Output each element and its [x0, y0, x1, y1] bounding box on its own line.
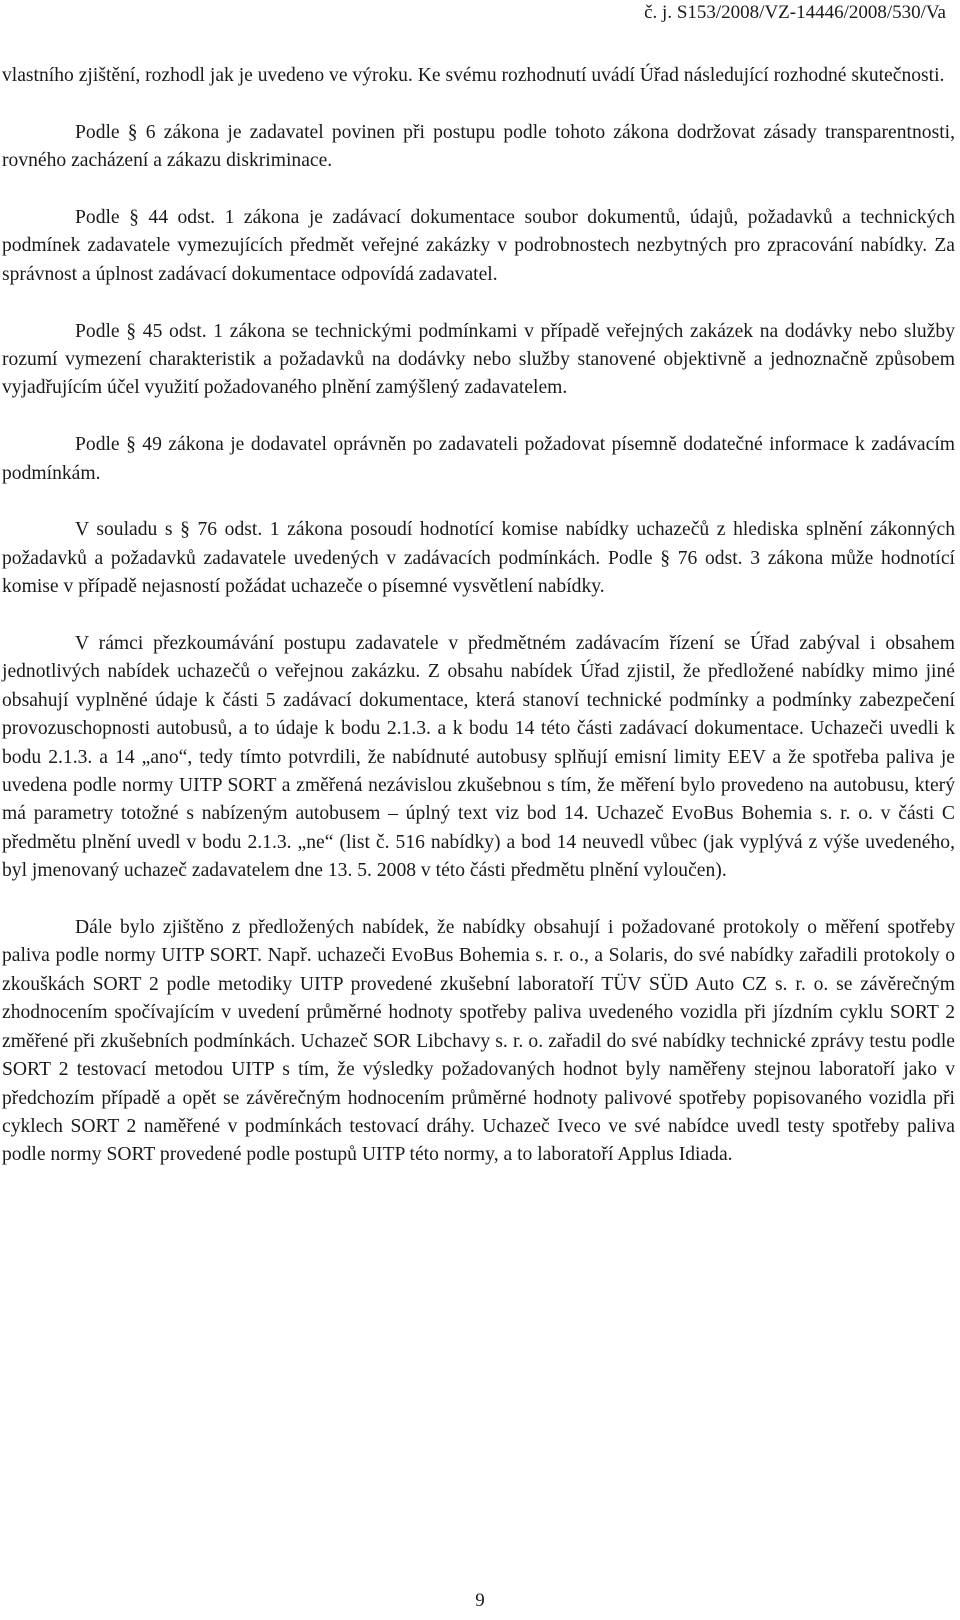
- page-number: 9: [475, 1590, 485, 1611]
- paragraph-fuel-protocols: Dále bylo zjištěno z předložených nabídek, že nabídky obsahují i požadované protokoly o měření spotřeby paliva podle normy UITP SORT. Např. uchazeči EvoBus Bohemia s. r. o., a Solaris, do své nabídky zařadili protokoly o zkouškách SORT 2 podle metodiky UITP provedené zkušební laboratoří TÜV SÜD Auto CZ s. r. o. se závěrečným zhodnocením spočívajícím v uvedení průměrné hodnoty spotřeby paliva uvedeného vozidla při jízdním cyklu SORT 2 změřené při zkušebních podmínkách. Uchazeč SOR Libchavy s. r. o. zařadil do své nabídky technické zprávy testu podle SORT 2 testovací metodou UITP s tím, že výsledky požadovaných hodnot byly naměřeny stejnou laboratoří jako v předchozím případě a opět se závěrečným hodnocením průměrné hodnoty palivové spotřeby popisovaného vozidla při cyklech SORT 2 naměřené v podmínkách testovací dráhy. Uchazeč Iveco ve své nabídce uvedl testy spotřeby paliva podle normy SORT provedené podle postupů UITP této normy, a to laboratoří Applus Idiada.: [2, 917, 955, 1166]
- paragraph-review-findings: V rámci přezkoumávání postupu zadavatele v předmětném zadávacím řízení se Úřad zabýval i obsahem jednotlivých nabídek uchazečů o veřejnou zakázku. Z obsahu nabídek Úřad zjistil, že předložené nabídky mimo jiné obsahují vyplněné údaje k části 5 zadávací dokumentace, která stanoví technické podmínky a podmínky zabezpečení provozuschopnosti autobusů, a to údaje k bodu 2.1.3. a k bodu 14 této části zadávací dokumentace. Uchazeči uvedli k bodu 2.1.3. a 14 „ano“, tedy tímto potvrdili, že nabídnuté autobusy splňují emisní limity EEV a že spotřeba paliva je uvedena podle normy UITP SORT a změřená nezávislou zkušebnou s tím, že měření bylo provedeno na autobusu, který má parametry totožné s nabízeným autobusem – úplný text viz bod 14. Uchazeč EvoBus Bohemia s. r. o. v části C předmětu plnění uvedl v bodu 2.1.3. „ne“ (list č. 516 nabídky) a bod 14 neuvedl vůbec (jak vyplývá z výše uvedeného, byl jmenovaný uchazeč zadavatelem dne 13. 5. 2008 v této části předmětu plnění vyloučen).: [2, 633, 955, 882]
- document-body: [2, 62, 955, 1198]
- paragraph-section-49: Podle § 49 zákona je dodavatel oprávněn po zadavateli požadovat písemně dodatečné informace k zadávacím podmínkám.: [2, 434, 955, 484]
- paragraph-section-45: Podle § 45 odst. 1 zákona se technickými podmínkami v případě veřejných zakázek na dodávky nebo služby rozumí vymezení charakteristik a požadavků na dodávky nebo služby stanovené objektivně a jednoznačně způsobem vyjadřujícím účel využití požadovaného plnění zamýšlený zadavatelem.: [2, 320, 955, 399]
- paragraph-section-44: Podle § 44 odst. 1 zákona je zadávací dokumentace soubor dokumentů, údajů, požadavků a technických podmínek zadavatele vymezujících předmět veřejné zakázky v podrobnostech nezbytných pro zpracování nabídky. Za správnost a úplnost zadávací dokumentace odpovídá zadavatel.: [2, 207, 955, 285]
- paragraph-section-6: Podle § 6 zákona je zadavatel povinen při postupu podle tohoto zákona dodržovat zásady transparentnosti, rovného zacházení a zákazu diskriminace.: [2, 121, 955, 172]
- case-reference: č. j. S153/2008/VZ-14446/2008/530/Va: [644, 2, 946, 23]
- paragraph-intro: vlastního zjištění, rozhodl jak je uvedeno ve výroku. Ke svému rozhodnutí uvádí Úřad následující rozhodné skutečnosti.: [2, 65, 945, 86]
- paragraph-section-76: V souladu s § 76 odst. 1 zákona posoudí hodnotící komise nabídky uchazečů z hlediska splnění zákonných požadavků a požadavků zadavatele uvedených v zadávacích podmínkách. Podle § 76 odst. 3 zákona může hodnotící komise v případě nejasností požádat uchazeče o písemné vysvětlení nabídky.: [2, 519, 955, 598]
